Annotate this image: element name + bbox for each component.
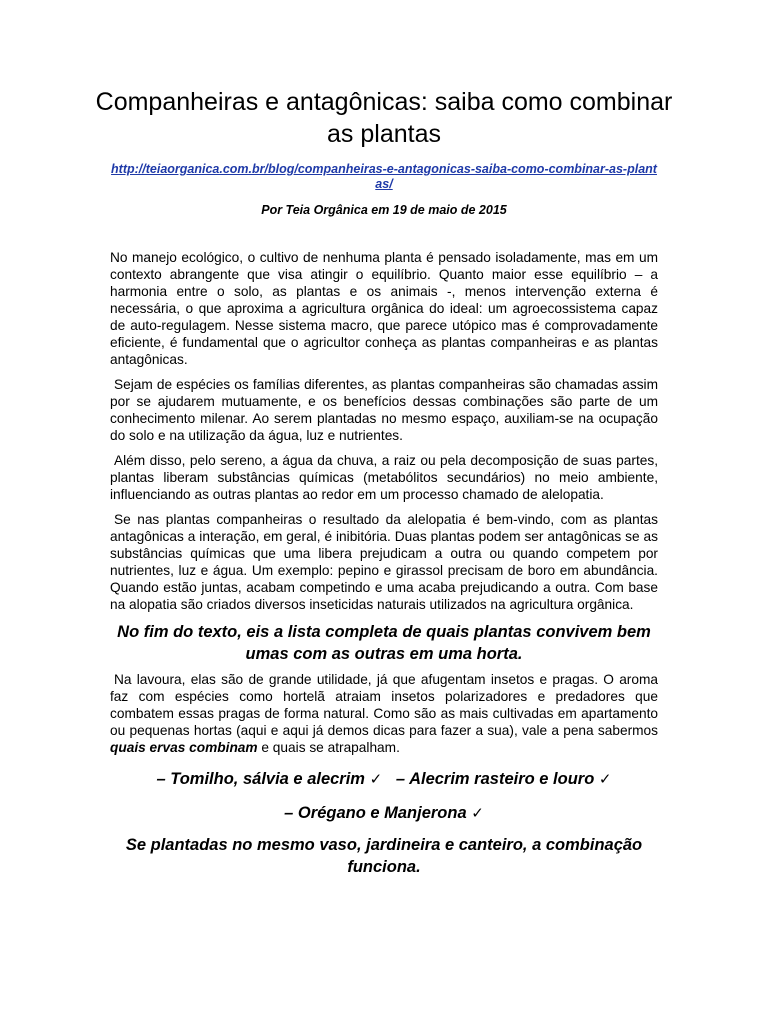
herb-pair-3: – Orégano e Manjerona	[284, 804, 467, 822]
paragraph-intro: No manejo ecológico, o cultivo de nenhuma planta é pensado isoladamente, mas em um contexto abrangente que visa atingir o equilíbrio. Quanto maior esse equilíbrio – a harmonia entre o solo, as plantas e os animais -, menos intervenção externa é necessária, o que aproxima a agricultura orgânica do ideal: um agroecossistema capaz de auto-regulagem. Nesse sistema macro, que parece utópico mas é comprovadamente eficiente, é fundamental que o agricultor conheça as plantas companheiras e as plantas antagônicas.	[110, 250, 658, 367]
paragraph-herbs-emphasis: quais ervas combinam	[110, 740, 258, 755]
paragraph-allelopathy: Além disso, pelo sereno, a água da chuva, a raiz ou pela decomposição de suas partes, plantas liberam substâncias químicas (metabólitos secundários) no meio ambiente, influenciando as outras plantas ao redor em um processo chamado de alelopatia.	[110, 453, 658, 502]
herb-pair-1: – Tomilho, sálvia e alecrim	[156, 770, 365, 788]
herb-pair-2: – Alecrim rasteiro e louro	[395, 770, 595, 788]
check-mark-icon: ✓	[598, 770, 612, 788]
check-mark-icon: ✓	[471, 804, 484, 822]
check-mark-icon: ✓	[369, 770, 383, 788]
paragraph-antagonic-plants: Se nas plantas companheiras o resultado da alelopatia é bem-vindo, com as plantas antagônicas a interação, em geral, é inibitória. Duas plantas podem ser antagônicas se as substâncias químicas que uma libera prejudicam a outra ou quando competem por nutrientes, luz e água. Um exemplo: pepino e girassol precisam de boro em abundância. Quando estão juntas, acabam competindo e uma acaba prejudicando a outra. Com base na alopatia são criados diversos inseticidas naturais utilizados na agricultura orgânica.	[110, 512, 658, 612]
herb-pairs-line-2	[110, 802, 658, 824]
herb-pairs-line-1	[110, 768, 658, 790]
paragraph-herbs-text-end: e quais se atrapalham.	[257, 740, 400, 755]
article-url-link[interactable]: http://teiaorganica.com.br/blog/companheiras-e-antagonicas-saiba-como-combinar-as-plantas/	[111, 162, 657, 191]
paragraph-herbs-text: Na lavoura, elas são de grande utilidade, já que afugentam insetos e pragas. O aroma faz com espécies como hortelã atraiam insetos polarizadores e predadores que combatem essas pragas de forma natural. Como são as mais cultivadas em apartamento ou pequenas hortas (aqui e aqui já demos dicas para fazer a sua), vale a pena sabermos	[110, 672, 658, 738]
list-intro-heading: No fim do texto, eis a lista completa de quais plantas convivem bem umas com as outras em uma horta.	[117, 623, 651, 663]
article-body	[110, 249, 658, 878]
article-title: Companheiras e antagônicas: saiba como combinar as plantas	[95, 88, 673, 148]
closing-statement: Se plantadas no mesmo vaso, jardineira e canteiro, a combinação funciona.	[125, 836, 643, 876]
paragraph-herbs	[110, 671, 658, 756]
article-byline: Por Teia Orgânica em 19 de maio de 2015	[261, 203, 507, 217]
paragraph-companion-plants: Sejam de espécies os famílias diferentes, as plantas companheiras são chamadas assim por se ajudarem mutuamente, e os benefícios dessas combinações são parte de um conhecimento milenar. Ao serem plantadas no mesmo espaço, auxiliam-se na ocupação do solo e na utilização da água, luz e nutrientes.	[110, 377, 658, 443]
